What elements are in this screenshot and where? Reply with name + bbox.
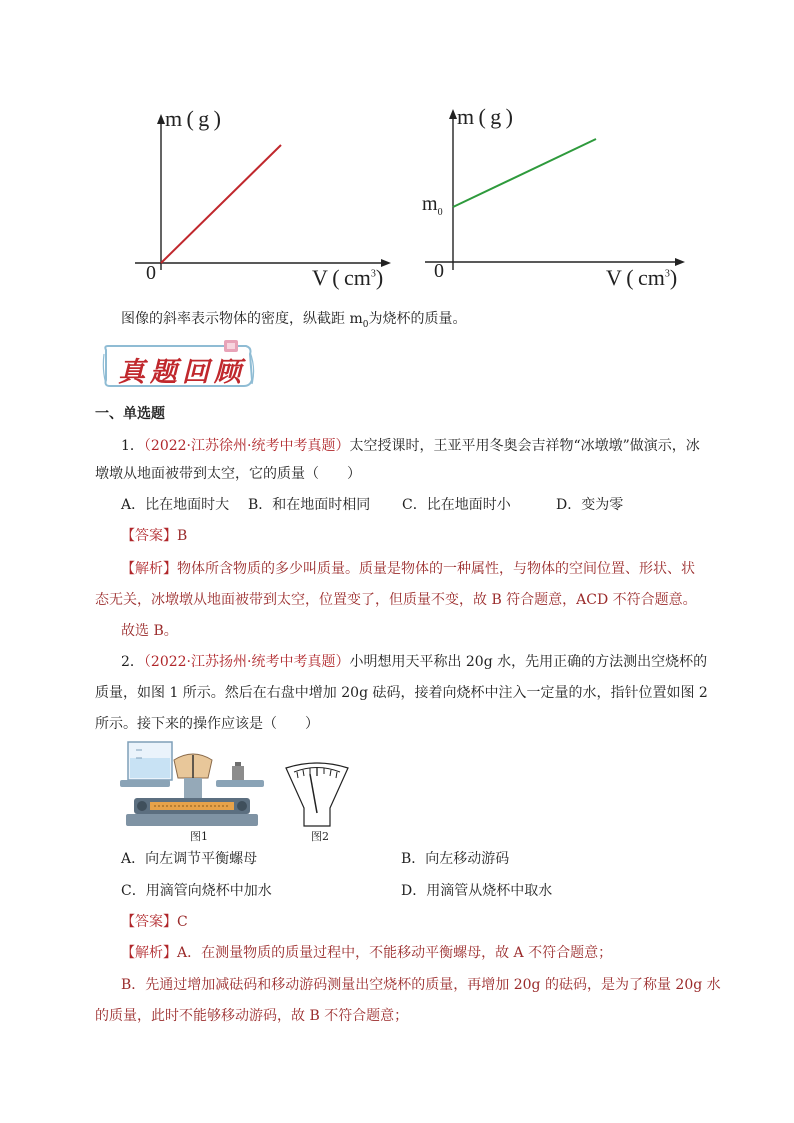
q1-answer-value: B bbox=[177, 528, 188, 544]
fig2-caption: 图2 bbox=[311, 830, 329, 843]
q1-answer-tag: 【答案】 bbox=[121, 528, 177, 544]
explain-pre: 图像的斜率表示物体的密度，纵截距 m bbox=[121, 311, 363, 327]
q2-analysis-2: B．先通过增加减砝码和移动游码测量出空烧杯的质量，再增加 20g 的砝码，是为了称量 20g 水 bbox=[121, 977, 721, 993]
q2-source: （2022·江苏扬州·统考中考真题） bbox=[143, 654, 350, 670]
right-x-label-close: ) bbox=[669, 265, 678, 290]
q2-analysis-text-1: A．在测量物质的质量过程中，不能移动平衡螺母，故 A 不符合题意； bbox=[177, 945, 613, 961]
q2-stem-2: 质量，如图 1 所示。然后在右盘中增加 20g 砝码，接着向烧杯中注入一定量的水，指针位置如图 2 bbox=[95, 685, 708, 701]
q2-option-c: C．用滴管向烧杯中加水 bbox=[121, 883, 272, 899]
q2-answer-tag: 【答案】 bbox=[121, 914, 177, 930]
q1-conclusion: 故选 B。 bbox=[121, 623, 178, 639]
fig1-caption: 图1 bbox=[190, 830, 208, 843]
right-intercept-sub: 0 bbox=[437, 207, 443, 218]
q1-stem-2: 墩墩从地面被带到太空，它的质量（ ） bbox=[95, 466, 361, 482]
section-title: 一、单选题 bbox=[95, 406, 165, 422]
q2-answer-value: C bbox=[177, 914, 188, 930]
q2-option-d: D．用滴管从烧杯中取水 bbox=[401, 883, 553, 899]
q1-number: 1． bbox=[121, 438, 144, 454]
explain-post: 为烧杯的质量。 bbox=[368, 311, 467, 327]
left-x-label-sup: 3 bbox=[370, 268, 376, 280]
q1-analysis-2: 态无关，冰墩墩从地面被带到太空，位置变了，但质量不变，故 B 符合题意，ACD 不符合题意。 bbox=[95, 592, 697, 608]
q1-answer bbox=[121, 525, 187, 547]
left-y-arrow bbox=[157, 114, 165, 124]
right-intercept-label bbox=[422, 193, 443, 218]
q2-number: 2． bbox=[121, 654, 144, 670]
right-data-line bbox=[453, 139, 596, 207]
q1-option-c: C．比在地面时小 bbox=[402, 497, 511, 513]
graph-explanation bbox=[121, 308, 466, 336]
right-y-arrow bbox=[449, 109, 457, 119]
left-data-line bbox=[161, 145, 281, 263]
q1-stem-1: 太空授课时，王亚平用冬奥会吉祥物“冰墩墩”做演示，冰 bbox=[349, 438, 700, 454]
left-x-label bbox=[312, 265, 383, 291]
q1-analysis-1 bbox=[121, 558, 695, 580]
banner-title: 真题回顾 bbox=[118, 357, 246, 388]
q2-analysis-1 bbox=[121, 942, 612, 964]
q2-answer bbox=[121, 911, 188, 933]
q1-option-a: A．比在地面时大 bbox=[121, 497, 230, 513]
right-x-label-sup: 3 bbox=[664, 268, 670, 280]
right-origin-label: 0 bbox=[434, 260, 444, 282]
q2-analysis-tag: 【解析】 bbox=[121, 945, 177, 961]
q1-analysis-text-1: 物体所含物质的多少叫质量。质量是物体的一种属性，与物体的空间位置、形状、状 bbox=[177, 561, 695, 577]
left-origin-label: 0 bbox=[146, 262, 156, 284]
q1-line1 bbox=[121, 435, 700, 457]
explain-sub: 0 bbox=[362, 319, 369, 330]
q2-stem-1: 小明想用天平称出 20g 水，先用正确的方法测出空烧杯的 bbox=[349, 654, 708, 670]
q1-source: （2022·江苏徐州·统考中考真题） bbox=[143, 438, 350, 454]
q2-analysis-3: 的质量，此时不能够移动游码，故 B 不符合题意； bbox=[95, 1008, 409, 1024]
q1-option-d: D．变为零 bbox=[556, 497, 624, 513]
q2-option-b: B．向左移动游码 bbox=[401, 851, 510, 867]
right-x-label-text: V ( cm bbox=[606, 265, 665, 290]
balance-illustration bbox=[120, 740, 265, 835]
q1-option-b: B．和在地面时相同 bbox=[248, 497, 371, 513]
q2-line1 bbox=[121, 651, 707, 673]
pointer-dial bbox=[282, 758, 352, 828]
left-y-label: m ( g ) bbox=[165, 106, 221, 131]
right-x-label bbox=[606, 265, 677, 291]
right-intercept-m: m bbox=[422, 193, 438, 215]
q2-stem-3: 所示。接下来的操作应该是（ ） bbox=[95, 716, 319, 732]
left-x-label-text: V ( cm bbox=[312, 265, 371, 290]
q2-option-a: A．向左调节平衡螺母 bbox=[121, 851, 258, 867]
right-y-label: m ( g ) bbox=[457, 104, 513, 129]
q1-analysis-tag: 【解析】 bbox=[121, 561, 177, 577]
left-x-label-close: ) bbox=[375, 265, 384, 290]
